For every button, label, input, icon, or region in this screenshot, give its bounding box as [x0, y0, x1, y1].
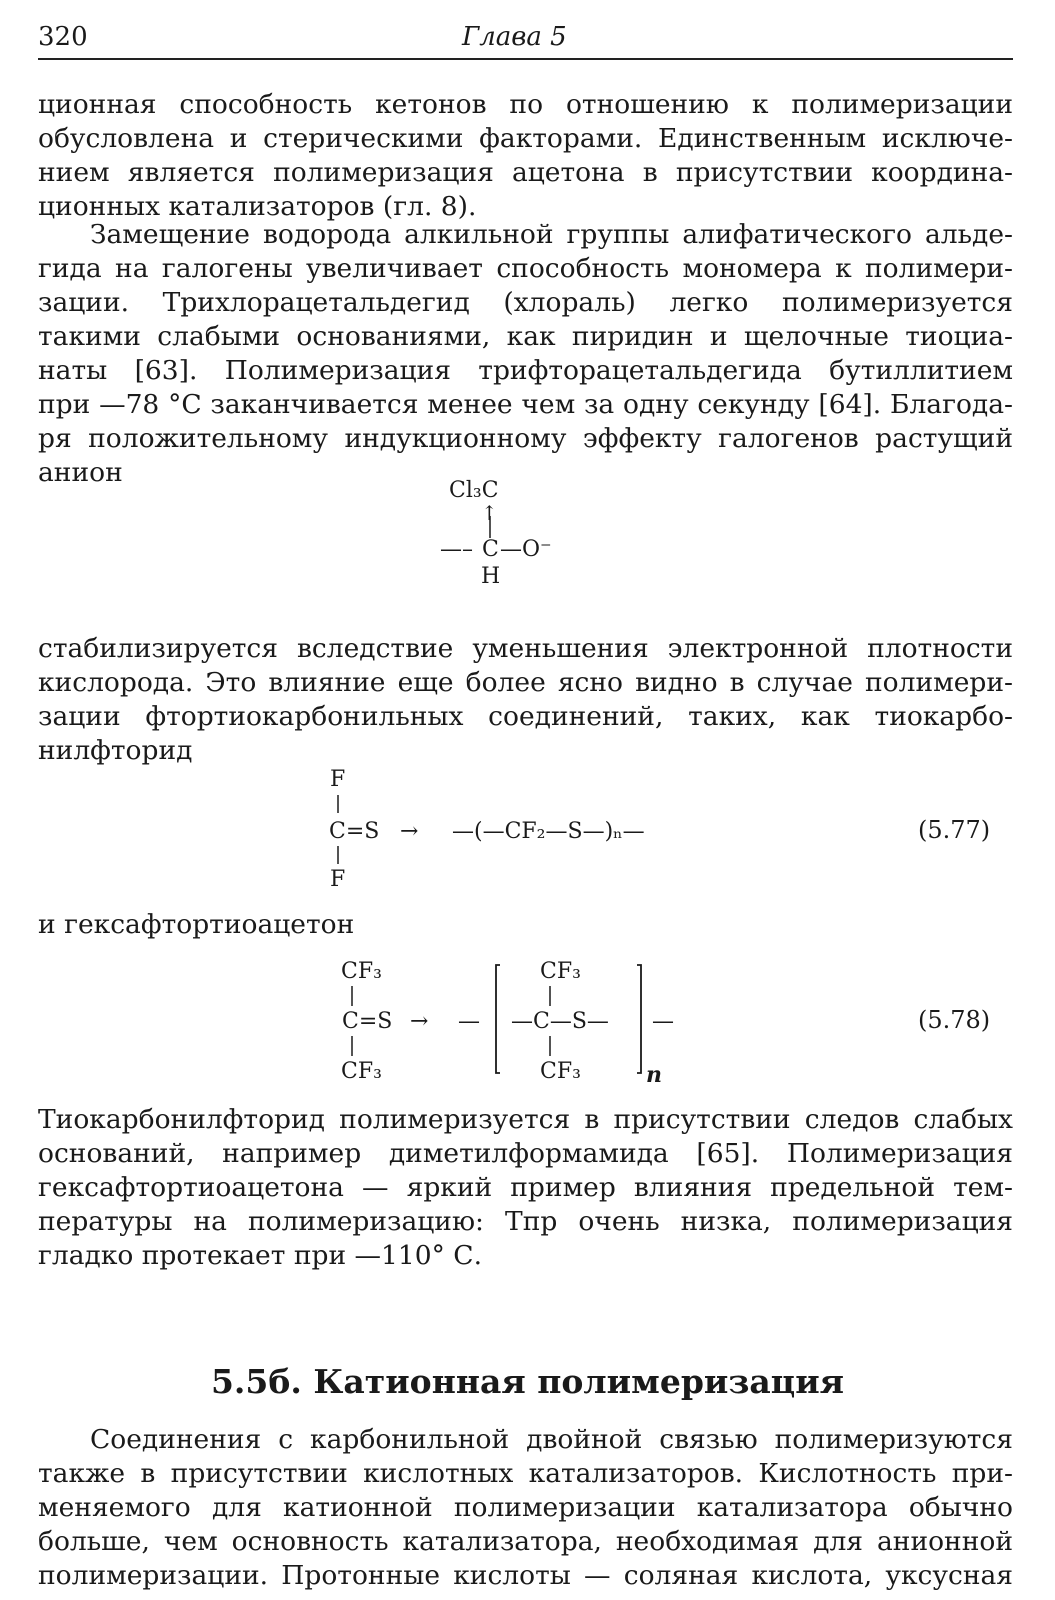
eq578-right-bracket	[637, 965, 641, 1073]
page-number: 320	[38, 22, 88, 52]
paragraph-5	[38, 1423, 1013, 1593]
text-line: при —78 °C заканчивается менее чем за одну секунду [64]. Благода-	[38, 389, 1013, 420]
eq578-left-bracket	[496, 965, 500, 1073]
eq577-polymer: —(—CF₂—S—)ₙ—	[452, 819, 645, 844]
text-line: гладко протекает при —110° С.	[38, 1240, 482, 1271]
text-line: гида на галогены увеличивает способность мономера к полимери-	[38, 253, 1013, 284]
text-line: стабилизируется вследствие уменьшения электронной плотности	[38, 633, 1013, 664]
text-line: ционная способность кетонов по отношению к полимеризации	[38, 89, 1013, 120]
eq577-top-f: F	[330, 767, 346, 792]
anion-o-minus: —O⁻	[500, 537, 552, 562]
text-line: обусловлена и стерическими факторами. Единственным исключе-	[38, 123, 1013, 154]
running-header: Глава 5	[462, 22, 567, 52]
eq578-lead-dash: —	[458, 1009, 480, 1034]
anion-center-c: C	[482, 537, 499, 562]
eq578-unit: —C—S—	[511, 1009, 609, 1034]
text-line: зации. Трихлорацетальдегид (хлораль) легко полимеризуется	[38, 287, 1013, 318]
eq578-unit-bottom: CF₃	[540, 1059, 581, 1084]
eq577-monomer: C=S	[329, 819, 380, 844]
eq578-number: (5.78)	[918, 1006, 991, 1034]
paragraph-2	[38, 218, 1013, 490]
paragraph-1	[38, 88, 1013, 224]
anion-structure	[440, 478, 552, 589]
paragraph-4	[38, 1103, 1013, 1273]
header-rule	[38, 58, 1013, 60]
text-line: Тиокарбонилфторид полимеризуется в присутствии следов слабых	[38, 1104, 1013, 1135]
connector-text	[38, 908, 1013, 942]
eq578-bottom-cf3: CF₃	[341, 1059, 382, 1084]
anion-left-bond: —–	[440, 537, 473, 562]
anion-h: H	[481, 564, 501, 589]
eq578-monomer: C=S	[342, 1009, 393, 1034]
text-line: кислорода. Это влияние еще более ясно видно в случае полимери-	[38, 667, 1013, 698]
text-line: больше, чем основность катализатора, необходимая для анионной	[38, 1526, 1013, 1557]
text-line: и гексафтортиоацетон	[38, 909, 355, 940]
text-line: такими слабыми основаниями, как пиридин и щелочные тиоциа-	[38, 321, 1013, 352]
text-line: анион	[38, 457, 123, 488]
eq577-number: (5.77)	[918, 816, 991, 844]
eq578-unit-top: CF₃	[540, 959, 581, 984]
text-line: Замещение водорода алкильной группы алифатического альде-	[90, 219, 1013, 250]
text-line: полимеризации. Протонные кислоты — соляная кислота, уксусная	[38, 1560, 1013, 1591]
text-line: гексафтортиоацетона — яркий пример влияния предельной тем-	[38, 1172, 1013, 1203]
text-line: ционных катализаторов (гл. 8).	[38, 191, 477, 222]
section-heading: 5.5б. Катионная полимеризация	[210, 1362, 845, 1401]
text-line: зации фтортиокарбонильных соединений, таких, как тиокарбо-	[38, 701, 1013, 732]
paragraph-3	[38, 632, 1013, 768]
eq578-top-cf3: CF₃	[341, 959, 382, 984]
anion-arrow: ↑	[481, 501, 498, 525]
text-line: ря положительному индукционному эффекту галогенов растущий	[38, 423, 1013, 454]
eq578-arrow: →	[410, 1009, 429, 1034]
text-line: пературы на полимеризацию: Tпр очень низка, полимеризация	[38, 1206, 1013, 1237]
eq577-bottom-f: F	[330, 867, 346, 892]
text-line: нилфторид	[38, 735, 193, 766]
text-line: наты [63]. Полимеризация трифторацетальдегида бутиллитием	[38, 355, 1013, 386]
text-line: меняемого для катионной полимеризации катализатора обычно	[38, 1492, 1013, 1523]
text-line: оснований, например диметилформамида [65]. Полимеризация	[38, 1138, 1013, 1169]
eq578-subscript-n: n	[646, 1062, 662, 1088]
anion-cl3c: Cl₃C	[449, 478, 499, 503]
equation-5-78	[341, 959, 990, 1088]
text-line: нием является полимеризация ацетона в присутствии координа-	[38, 157, 1013, 188]
eq578-trail-dash: —	[652, 1009, 674, 1034]
text-line: также в присутствии кислотных катализаторов. Кислотность при-	[38, 1458, 1013, 1489]
eq577-arrow: →	[400, 819, 419, 844]
equation-5-77	[329, 767, 990, 892]
text-line: Соединения с карбонильной двойной связью полимеризуются	[90, 1424, 1013, 1455]
